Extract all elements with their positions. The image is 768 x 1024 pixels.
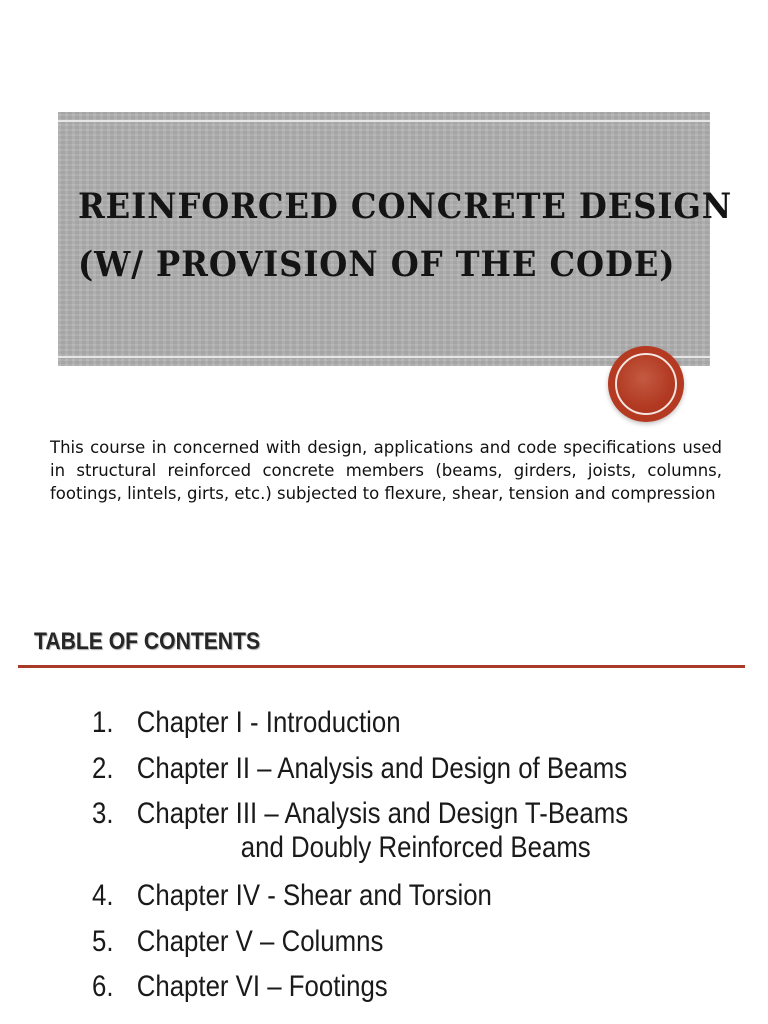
toc-item-text: Chapter I - Introduction	[136, 706, 401, 739]
title-band	[58, 112, 733, 366]
title-band-bottom-line	[58, 356, 710, 358]
toc-item-number: 2.	[92, 751, 114, 785]
decorative-circle-ring	[615, 353, 677, 415]
toc-item-text: Chapter II – Analysis and Design of Beams	[136, 751, 628, 785]
toc-item-text: Chapter VI – Footings	[136, 970, 388, 1003]
slide-title-line-1: REINFORCED CONCRETE DESIGN	[78, 186, 733, 227]
toc-item-text: Chapter III – Analysis and Design T-Beams	[136, 797, 629, 830]
toc-item	[92, 925, 715, 971]
slide-title-line-2: (W/ PROVISION OF THE CODE)	[78, 244, 676, 285]
decorative-circle-badge	[608, 346, 684, 422]
toc-item	[92, 797, 715, 879]
toc-item	[92, 752, 715, 798]
toc-item	[92, 970, 715, 1016]
toc-item-number: 3.	[92, 797, 114, 830]
slide-title	[78, 178, 732, 294]
toc-item-text: Chapter IV - Shear and Torsion	[136, 879, 492, 912]
toc-item	[92, 879, 715, 925]
toc-item	[92, 706, 715, 752]
toc-heading: TABLE OF CONTENTS	[34, 628, 261, 655]
toc-item-text: Chapter V – Columns	[136, 924, 384, 958]
toc-item-text-continued: and Doubly Reinforced Beams	[240, 831, 591, 864]
toc-divider	[18, 665, 745, 668]
toc-list	[92, 706, 715, 1016]
toc-item-number: 6.	[92, 970, 114, 1003]
title-band-top-line	[58, 120, 710, 122]
toc-item-number: 4.	[92, 879, 114, 912]
toc-item-number: 1.	[92, 706, 114, 739]
course-description: This course in concerned with design, applications and code specifications used in structural reinforced concrete members (beams, girders, joists, columns, footings, lintels, girts, etc.) subjected to flexure, shear, tension and compression	[50, 438, 722, 503]
toc-item-number: 5.	[92, 924, 114, 958]
